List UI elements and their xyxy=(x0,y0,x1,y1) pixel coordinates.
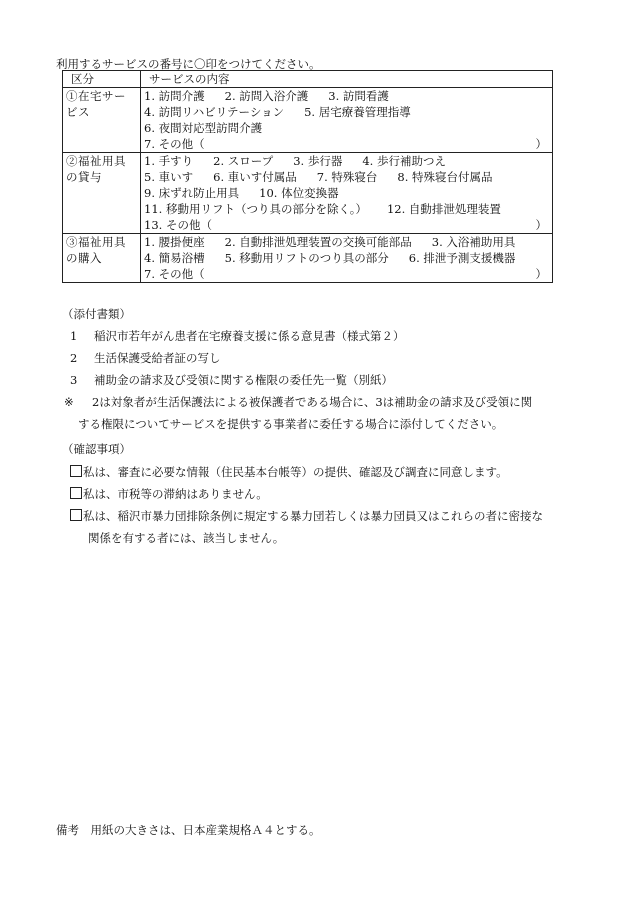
service-option[interactable]: 6. 車いす付属品 xyxy=(213,170,297,184)
service-row xyxy=(63,153,553,234)
service-option[interactable]: 3. 歩行器 xyxy=(293,154,343,168)
instruction-text: 利用するサービスの番号に〇印をつけてください。 xyxy=(56,57,321,71)
confirmation-section xyxy=(62,440,543,549)
note-line-1: 2は対象者が生活保護法による被保護者である場合に、3は補助金の請求及び受領に関 xyxy=(92,395,533,409)
service-option[interactable]: 4. 簡易浴槽 xyxy=(144,251,205,265)
attachment-item xyxy=(62,369,532,391)
service-option-other[interactable]: 7. その他（ xyxy=(144,137,205,151)
note-mark: ※ xyxy=(64,395,74,409)
other-close-paren: ） xyxy=(535,137,547,151)
service-category: ③福祉用具の購入 xyxy=(63,234,141,283)
service-option[interactable]: 11. 移動用リフト（つり具の部分を除く。） xyxy=(144,202,367,216)
service-option[interactable]: 6. 排泄予測支援機器 xyxy=(408,251,516,265)
service-option[interactable]: 10. 体位変換器 xyxy=(259,186,339,200)
note-line-2: する権限についてサービスを提供する事業者に委任する場合に添付してください。 xyxy=(78,417,504,431)
confirmation-text: 私は、審査に必要な情報（住民基本台帳等）の提供、確認及び調査に同意します。 xyxy=(83,465,508,479)
service-option[interactable]: 5. 移動用リフトのつり具の部分 xyxy=(224,251,389,265)
service-option[interactable]: 1. 訪問介護 xyxy=(144,89,205,103)
service-category: ①在宅サービス xyxy=(63,88,141,153)
attachment-text: 補助金の請求及び受領に関する権限の委任先一覧（別紙） xyxy=(94,373,393,387)
checkbox[interactable] xyxy=(70,509,82,521)
service-line xyxy=(144,234,549,250)
service-line-other xyxy=(144,136,549,152)
service-option-other[interactable]: 7. その他（ xyxy=(144,267,205,281)
header-category: 区分 xyxy=(63,71,141,88)
service-option[interactable]: 12. 自動排泄処理装置 xyxy=(386,202,501,216)
attachments-section xyxy=(62,305,532,435)
attachments-heading: （添付書類） xyxy=(62,307,131,321)
service-option[interactable]: 1. 腰掛便座 xyxy=(144,235,205,249)
service-option[interactable]: 6. 夜間対応型訪問介護 xyxy=(144,121,263,135)
service-option-other[interactable]: 13. その他（ xyxy=(144,218,212,232)
confirmation-item xyxy=(62,461,543,483)
attachment-item xyxy=(62,325,532,347)
attachment-note xyxy=(62,391,532,435)
service-row xyxy=(63,88,553,153)
service-line xyxy=(144,104,549,120)
service-line xyxy=(144,153,549,169)
service-option[interactable]: 2. 自動排泄処理装置の交換可能部品 xyxy=(224,235,412,249)
checkbox[interactable] xyxy=(70,465,82,477)
attachment-text: 生活保護受給者証の写し xyxy=(94,351,221,365)
service-line xyxy=(144,120,549,136)
service-line xyxy=(144,169,549,185)
attachment-num: 3 xyxy=(70,373,78,387)
service-option[interactable]: 9. 床ずれ防止用具 xyxy=(144,186,240,200)
other-close-paren: ） xyxy=(535,267,547,281)
service-category: ②福祉用具の貸与 xyxy=(63,153,141,234)
attachment-num: 1 xyxy=(70,329,78,343)
service-option[interactable]: 2. スロープ xyxy=(213,154,274,168)
attachment-num: 2 xyxy=(70,351,78,365)
service-line xyxy=(144,185,549,201)
service-table xyxy=(62,70,553,283)
service-line-other xyxy=(144,217,549,233)
remarks-footer: 備考 用紙の大きさは、日本産業規格Ａ４とする。 xyxy=(56,823,321,837)
table-header-row xyxy=(63,71,553,88)
service-row xyxy=(63,234,553,283)
confirmation-item xyxy=(62,505,543,527)
checkbox[interactable] xyxy=(70,487,82,499)
service-option[interactable]: 2. 訪問入浴介護 xyxy=(224,89,309,103)
confirmation-item xyxy=(62,483,543,505)
service-option[interactable]: 4. 歩行補助つえ xyxy=(362,154,446,168)
attachment-text: 稲沢市若年がん患者在宅療養支援に係る意見書（様式第２） xyxy=(94,329,405,343)
service-option[interactable]: 8. 特殊寝台付属品 xyxy=(397,170,493,184)
service-line xyxy=(144,250,549,266)
service-option[interactable]: 1. 手すり xyxy=(144,154,194,168)
service-option[interactable]: 3. 訪問看護 xyxy=(328,89,389,103)
service-option[interactable]: 5. 車いす xyxy=(144,170,194,184)
confirmation-text-continued: 関係を有する者には、該当しません。 xyxy=(88,531,285,545)
service-line-other xyxy=(144,266,549,282)
service-option[interactable]: 5. 居宅療養管理指導 xyxy=(304,105,411,119)
service-option[interactable]: 7. 特殊寝台 xyxy=(316,170,378,184)
confirmation-heading: （確認事項） xyxy=(62,442,131,456)
service-line xyxy=(144,88,549,104)
service-content xyxy=(141,88,553,153)
header-content: サービスの内容 xyxy=(141,71,553,88)
attachment-item xyxy=(62,347,532,369)
confirmation-text: 私は、市税等の滞納はありません。 xyxy=(83,487,268,501)
service-line xyxy=(144,201,549,217)
service-option[interactable]: 4. 訪問リハビリテーション xyxy=(144,105,285,119)
service-option[interactable]: 3. 入浴補助用具 xyxy=(431,235,516,249)
service-content xyxy=(141,153,553,234)
other-close-paren: ） xyxy=(535,218,547,232)
service-content xyxy=(141,234,553,283)
confirmation-text: 私は、稲沢市暴力団排除条例に規定する暴力団若しくは暴力団員又はこれらの者に密接な xyxy=(83,509,543,523)
